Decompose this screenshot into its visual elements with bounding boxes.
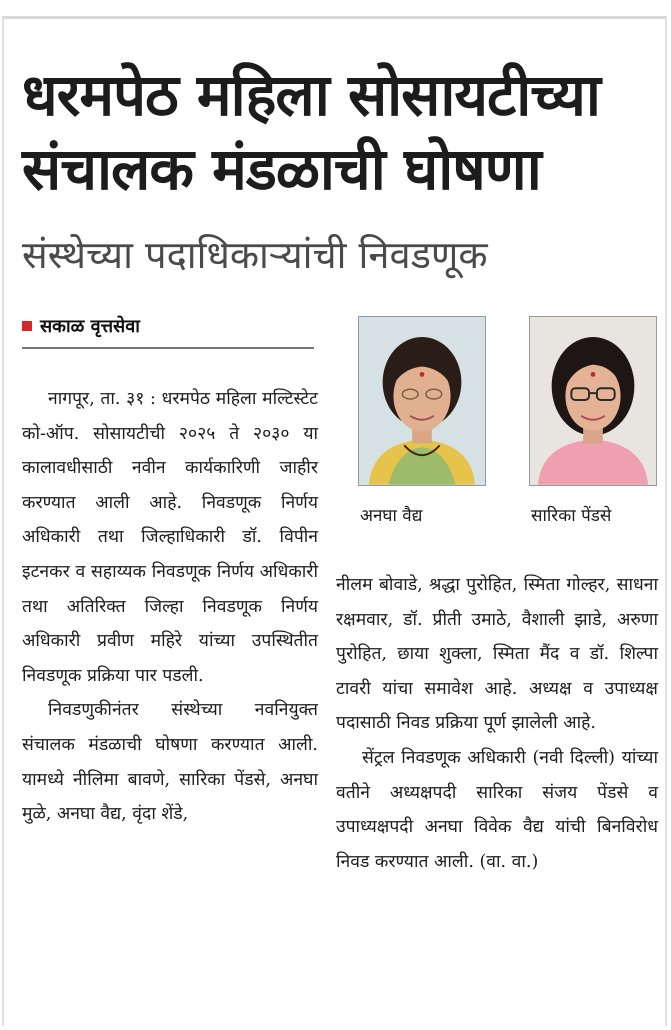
portrait-photo-2: [529, 316, 657, 486]
photo-caption: अनघा वैद्य: [360, 506, 423, 526]
red-square-icon: [22, 321, 32, 331]
article-column-right: [336, 568, 658, 879]
byline: [22, 314, 140, 338]
paragraph: निवडणुकीनंतर संस्थेच्या नवनियुक्त संचालक मंडळाची घोषणा करण्यात आली. यामध्ये नीलिमा बावणे, सारिका पेंडसे, अनघा मुळे, अनघा वैद्य, वृंदा शेंडे,: [22, 700, 318, 825]
subheadline: संस्थेच्या पदाधिकाऱ्यांची निवडणूक: [22, 233, 488, 277]
portrait-photo-1: [358, 316, 486, 486]
headline: [22, 58, 662, 206]
portrait-photo-woman-icon: [359, 317, 485, 485]
paragraph: सेंट्रल निवडणूक अधिकारी (नवी दिल्ली) यांच्या वतीने अध्यक्षपदी सारिका संजय पेंडसे व उपाध्यक्षपदी अनघा विवेक वैद्य यांची बिनविरोध निवड करण्यात आली. (वा. वा.): [336, 747, 658, 872]
paragraph: नीलम बोवाडे, श्रद्धा पुरोहित, स्मिता गोल्हर, साधना रक्षमवार, डॉ. प्रीती उमाठे, वैशाली झाडे, अरुणा पुरोहित, छाया शुक्ला, स्मिता मैंद व डॉ. शिल्पा टावरी यांचा समावेश आहे. अध्यक्ष व उपाध्यक्ष पदासाठी निवड प्रक्रिया पूर्ण झालेली आहे.: [336, 575, 658, 734]
photo-caption: सारिका पेंडसे: [531, 506, 612, 526]
headline-line-1: धरमपेठ महिला सोसायटीच्या: [22, 61, 600, 129]
divider: [22, 347, 314, 349]
article-column-left: [22, 382, 318, 832]
portrait-photo-woman-glasses-icon: [530, 317, 656, 485]
paragraph: नागपूर, ता. ३१ : धरमपेठ महिला मल्टिस्टेट को-ऑप. सोसायटीची २०२५ ते २०३० या कालावधीसाठी नवीन कार्यकारिणी जाहीर करण्यात आली आहे. निवडणूक निर्णय अधिकारी तथा जिल्हाधिकारी डॉ. विपीन इटनकर व सहाय्यक निवडणूक निर्णय अधिकारी तथा अतिरिक्त जिल्हा निवडणूक निर्णय अधिकारी प्रवीण महिरे यांच्या उपस्थितीत निवडणूक प्रक्रिया पार पडली.: [22, 389, 318, 686]
byline-text: सकाळ वृत्तसेवा: [40, 316, 140, 337]
headline-line-2: संचालक मंडळाची घोषणा: [22, 135, 541, 203]
